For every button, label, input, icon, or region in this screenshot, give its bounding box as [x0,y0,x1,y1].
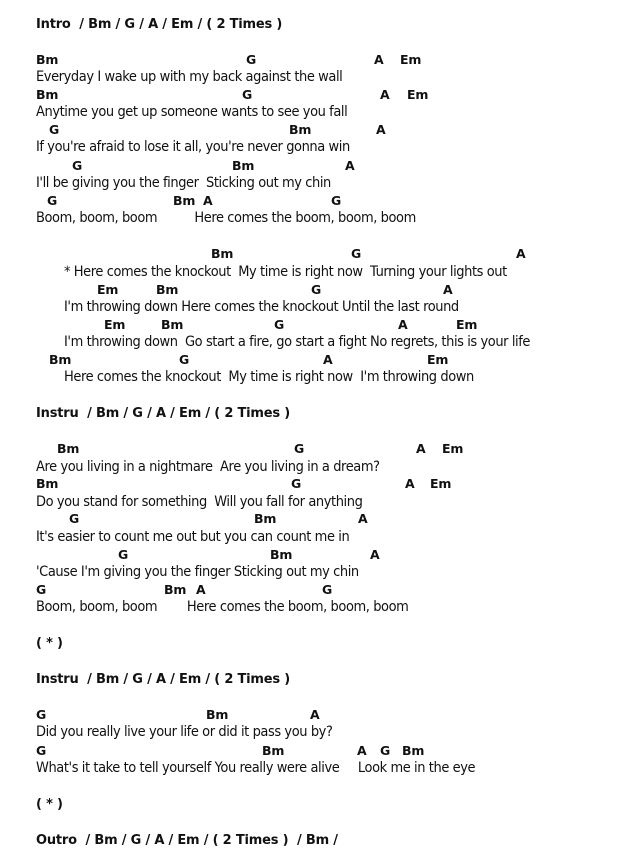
lyric-line: Boom, boom, boom Here comes the boom, boom, boom [36,599,409,615]
chord: A [416,441,426,456]
chord: Em [104,317,126,332]
chord: G [118,547,129,562]
lyric-line: Here comes the knockout My time is right now I'm throwing down [64,369,474,385]
chord: A [370,547,380,562]
lyric-line: Did you really live your life or did it pass you by? [36,724,333,740]
chord: A [380,87,390,102]
chord: G [72,158,83,173]
lyric-line: Anytime you get up someone wants to see you fall [36,104,348,120]
chord: A [357,743,367,758]
chord: Bm [173,193,196,208]
chord: Bm [402,743,425,758]
chord: Bm [36,52,59,67]
chord: Bm [270,547,293,562]
lyric-line: I'll be giving you the finger Sticking out my chin [36,175,331,191]
chord: G [36,743,47,758]
chord: Bm [211,246,234,261]
chord: G [294,441,305,456]
chord: A [398,317,408,332]
chord: A [374,52,384,67]
lyric-line: Do you stand for something Will you fall for anything [36,494,363,510]
chord: Bm [254,511,277,526]
chord: Em [430,476,452,491]
chord: Bm [49,352,72,367]
chord: G [311,282,322,297]
outro-heading: Outro / Bm / G / A / Em / ( 2 Times ) / Bm / [36,833,338,848]
lyric-line: Are you living in a nightmare Are you living in a dream? [36,459,380,475]
lyric-line: I'm throwing down Here comes the knockout Until the last round [64,299,459,315]
chord: Bm [36,87,59,102]
chord: Bm [156,282,179,297]
chord: A [196,582,206,597]
intro-heading: Intro / Bm / G / A / Em / ( 2 Times ) [36,17,283,32]
lyric-line: If you're afraid to lose it all, you're never gonna win [36,139,350,155]
chord: Em [442,441,464,456]
lyric-line: What's it take to tell yourself You really were alive Look me in the eye [36,760,476,776]
chord: Bm [57,441,80,456]
chord: G [242,87,253,102]
chorus-reference-2: ( * ) [36,797,63,812]
chord: Em [400,52,422,67]
chord: A [345,158,355,173]
chord: A [405,476,415,491]
chord: G [36,707,47,722]
chord: G [49,122,60,137]
chord: Bm [289,122,312,137]
chord: Bm [262,743,285,758]
chord: A [376,122,386,137]
chord: G [291,476,302,491]
lyric-line: * Here comes the knockout My time is right now Turning your lights out [64,264,507,280]
chord: Em [97,282,119,297]
instrumental-heading-1: Instru / Bm / G / A / Em / ( 2 Times ) [36,406,290,421]
lyric-line: I'm throwing down Go start a fire, go start a fight No regrets, this is your life [64,334,531,350]
chord: G [69,511,80,526]
chord: Em [456,317,478,332]
instrumental-heading-2: Instru / Bm / G / A / Em / ( 2 Times ) [36,672,290,687]
chord: G [36,582,47,597]
chord: Bm [206,707,229,722]
chord: A [516,246,526,261]
chord: A [443,282,453,297]
chord: Bm [36,476,59,491]
chord: A [203,193,213,208]
chord: G [380,743,391,758]
chord: A [323,352,333,367]
chord: Bm [232,158,255,173]
lyric-line: Everyday I wake up with my back against the wall [36,69,343,85]
chord: Bm [161,317,184,332]
lyric-line: It's easier to count me out but you can count me in [36,529,350,545]
chord: G [179,352,190,367]
chord: Em [407,87,429,102]
chord: Bm [164,582,187,597]
lyric-line: 'Cause I'm giving you the finger Sticking out my chin [36,564,359,580]
chord: A [358,511,368,526]
chord: G [331,193,342,208]
chord: G [47,193,58,208]
chord: G [351,246,362,261]
chord: A [310,707,320,722]
chord: Em [427,352,449,367]
chorus-reference-1: ( * ) [36,636,63,651]
lyric-line: Boom, boom, boom Here comes the boom, boom, boom [36,210,416,226]
chord: G [246,52,257,67]
chord: G [274,317,285,332]
chord: G [322,582,333,597]
